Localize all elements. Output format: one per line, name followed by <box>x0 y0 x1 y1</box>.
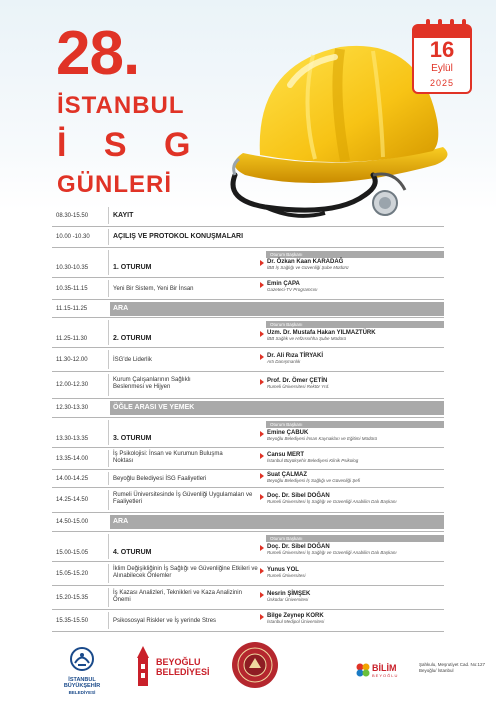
bilim-address: Şahkulu, Meşrutiyet Cad. No:127 Beyoğlu/ İstanbul <box>419 662 486 673</box>
time-slot: 11.30-12.00 <box>56 357 88 363</box>
calendar-year: 2025 <box>429 78 455 88</box>
speaker-role: Gazeteci-TV Programcısı <box>267 287 318 292</box>
break-label: ARA <box>113 305 129 312</box>
session-title: İklim Değişikliğinin İş Sağlığı ve Güvenliğine Etkileri ve Alınabilecek Önlemler <box>113 566 258 580</box>
bilim-sub: BEYOĞLU <box>372 673 399 678</box>
sponsor-logos <box>0 640 496 705</box>
schedule-row <box>52 300 444 318</box>
time-slot: 14.00-14.25 <box>56 476 89 482</box>
speaker-name: Doç. Dr. Sibel DOĞAN <box>267 493 330 499</box>
speaker <box>267 330 445 341</box>
session-title: 2. OTURUM <box>113 335 152 342</box>
ibb-line-3: BELEDİYESİ <box>68 689 96 695</box>
speaker-role: Üsküdar Üniversitesi <box>267 597 309 602</box>
break-label: ÖĞLE ARASI VE YEMEK <box>113 404 195 411</box>
time-slot: 13.30-13.35 <box>56 436 89 442</box>
speaker-role: İstanbul Medipol Üniversitesi <box>267 619 325 624</box>
session-title: İSG'de Liderlik <box>113 357 152 363</box>
speaker <box>267 430 445 441</box>
time-slot: 10.30-10.35 <box>56 265 89 271</box>
schedule-row <box>52 488 444 513</box>
session-chair-badge: Oturum Başkanı <box>266 421 444 428</box>
time-slot: 10.00 -10.30 <box>56 234 90 240</box>
pointer-triangle-icon <box>260 545 264 551</box>
ibb-line-2: BÜYÜKŞEHİR <box>63 683 101 690</box>
speaker-name: Uzm. Dr. Mustafa Hakan YILMAZTÜRK <box>267 330 376 336</box>
session-title: 4. OTURUM <box>113 549 152 556</box>
schedule-row <box>52 418 444 448</box>
speaker <box>267 567 445 578</box>
time-slot: 15.20-15.35 <box>56 595 89 601</box>
session-chair-badge: Oturum Başkanı <box>266 321 444 328</box>
speaker <box>267 259 445 270</box>
time-slot: 15.35-15.50 <box>56 618 89 624</box>
schedule-row <box>52 227 444 248</box>
schedule-row <box>52 399 444 418</box>
speaker-name: Prof. Dr. Ömer ÇETİN <box>267 378 328 384</box>
time-slot: 12.00-12.30 <box>56 382 89 388</box>
bilim-name: BİLİM <box>372 663 397 673</box>
schedule-row <box>52 372 444 399</box>
schedule-row <box>52 532 444 562</box>
ibb-logo <box>57 646 107 695</box>
galata-tower-icon <box>132 644 154 688</box>
break-label: ARA <box>113 518 129 525</box>
speaker-role: İBB İş Sağlığı ve Güvenliği Şube Müdürü <box>267 265 349 270</box>
schedule-row <box>52 562 444 586</box>
pointer-triangle-icon <box>260 614 264 620</box>
pointer-triangle-icon <box>260 354 264 360</box>
speaker-role: Beyoğlu Belediyesi İnsan Kaynakları ve Eğitimi Müdürü <box>267 436 378 441</box>
session-title: Beyoğlu Belediyesi İSG Faaliyetleri <box>113 476 207 482</box>
title-line-1: İSTANBUL <box>57 92 185 119</box>
speaker <box>267 353 445 364</box>
time-slot: 15.00-15.05 <box>56 550 89 556</box>
speaker <box>267 591 445 602</box>
calendar-day: 16 <box>429 37 455 62</box>
time-slot: 10.35-11.15 <box>56 286 88 292</box>
beyoglu-logo <box>132 644 210 693</box>
time-slot: 15.05-15.20 <box>56 571 89 577</box>
time-slot: 12.30-13.30 <box>56 405 89 411</box>
session-title: Psikososyal Riskler ve İş yerinde Stres <box>113 618 217 624</box>
edition-number: 28. <box>56 19 140 88</box>
rumeli-university-seal-icon <box>230 640 280 690</box>
schedule-row <box>52 448 444 470</box>
time-slot: 14.50-15.00 <box>56 519 89 525</box>
pointer-triangle-icon <box>260 473 264 479</box>
session-title: Yeni Bir Sistem, Yeni Bir İnsan <box>113 286 194 292</box>
session-title: İş Psikolojisi: İnsan ve Kurumun Buluşma Noktası <box>113 451 223 465</box>
schedule-row <box>52 205 444 227</box>
speaker-name: Yunus YOL <box>267 567 299 573</box>
schedule-row <box>52 348 444 372</box>
speaker <box>267 493 445 504</box>
session-title: 1. OTURUM <box>113 264 152 271</box>
time-slot: 08.30-15.50 <box>56 213 89 219</box>
title-line-3: GÜNLERİ <box>57 171 172 198</box>
pointer-triangle-icon <box>260 453 264 459</box>
schedule-row <box>52 513 444 532</box>
schedule-row <box>52 318 444 348</box>
speaker <box>267 378 445 389</box>
session-title: AÇILIŞ VE PROTOKOL KONUŞMALARI <box>113 233 244 240</box>
pointer-triangle-icon <box>260 379 264 385</box>
speaker-name: Nesrin ŞİMŞEK <box>267 591 311 597</box>
speaker-role: Rumeli Üniversitesi Rektör Yrd. <box>267 384 330 389</box>
beyoglu-line-1: BEYOĞLU <box>156 657 201 667</box>
speaker-name: Dr. Özkan Kaan KARADAĞ <box>267 259 344 265</box>
pointer-triangle-icon <box>260 260 264 266</box>
speaker-role: İBB Sağlık ve Hıfzıssıhha Şube Müdürü <box>267 336 347 341</box>
session-chair-badge: Oturum Başkanı <box>266 251 444 258</box>
time-slot: 13.35-14.00 <box>56 456 89 462</box>
speaker <box>267 281 445 292</box>
schedule-row <box>52 610 444 632</box>
calendar-month: Eylül <box>431 63 453 74</box>
speaker-role: Artı Danışmanlık <box>267 359 301 364</box>
schedule-row <box>52 586 444 610</box>
schedule-row <box>52 470 444 488</box>
speaker <box>267 613 445 624</box>
speaker-name: Dr. Ali Rıza TİRYAKİ <box>267 353 324 359</box>
ibb-line-1: İSTANBUL <box>68 677 96 683</box>
speaker-role: Beyoğlu Belediyesi İş Sağlığı ve Güvenliği Şefi <box>267 478 361 483</box>
pointer-triangle-icon <box>260 282 264 288</box>
speaker <box>267 452 445 463</box>
time-slot: 14.25-14.50 <box>56 497 89 503</box>
pointer-triangle-icon <box>260 331 264 337</box>
session-title: İş Kazası Analizleri, Teknikleri ve Kaza Analizinin Önemi <box>113 590 242 604</box>
schedule-row <box>52 248 444 278</box>
pointer-triangle-icon <box>260 494 264 500</box>
speaker-name: Bilge Zeynep KORK <box>267 613 324 619</box>
speaker <box>267 544 445 555</box>
session-title: KAYIT <box>113 212 134 219</box>
speaker-name: Doç. Dr. Sibel DOĞAN <box>267 544 330 550</box>
bilim-dots-icon <box>355 662 371 678</box>
speaker-role: İstanbul Büyükşehir Belediyesi Klinik Psikolog <box>267 458 359 463</box>
session-chair-badge: Oturum Başkanı <box>266 535 444 542</box>
speaker <box>267 472 445 483</box>
speaker-name: Cansu MERT <box>267 452 305 458</box>
speaker-name: Suat ÇALMAZ <box>267 472 307 478</box>
pointer-triangle-icon <box>260 431 264 437</box>
speaker-name: Emin ÇAPA <box>267 281 300 287</box>
session-title: Rumeli Üniversitesinde İş Güvenliği Uygulamaları ve Faaliyetleri <box>113 492 253 506</box>
ibb-emblem-icon <box>69 646 95 672</box>
speaker-name: Emine ÇABUK <box>267 430 309 436</box>
speaker-role: Rumeli Üniversitesi <box>267 573 306 578</box>
calendar-date-badge <box>412 24 472 94</box>
pointer-triangle-icon <box>260 568 264 574</box>
speaker-role: Rumeli Üniversitesi İş Sağlığı ve Güvenliği Anabilim Dalı Başkanı <box>267 499 397 504</box>
session-title: Kurum Çalışanlarının Sağlıklı Beslenmesi ve Hijyen <box>113 377 191 391</box>
title-line-2: İ S G <box>57 126 205 164</box>
beyoglu-line-2: BELEDİYESİ <box>156 666 210 677</box>
speaker-role: Rumeli Üniversitesi İş Sağlığı ve Güvenliği Anabilim Dalı Başkanı <box>267 550 397 555</box>
time-slot: 11.15-11.25 <box>56 306 88 312</box>
session-title: 3. OTURUM <box>113 435 152 442</box>
time-slot: 11.25-11.30 <box>56 336 88 342</box>
schedule-row <box>52 278 444 300</box>
pointer-triangle-icon <box>260 592 264 598</box>
